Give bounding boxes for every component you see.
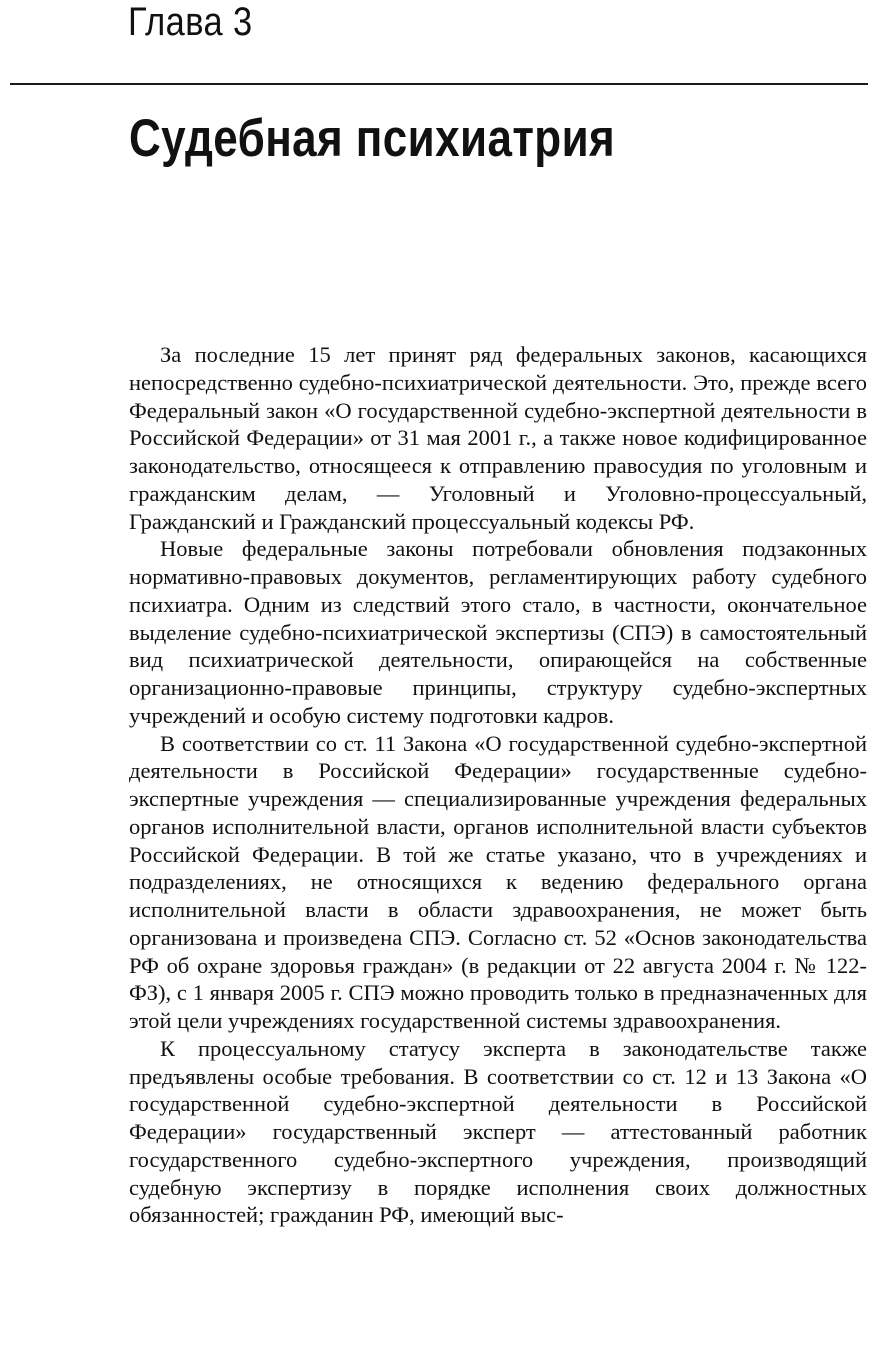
body-text — [129, 341, 867, 1229]
paragraph: К процессуальному статусу эксперта в законодательстве также предъявлены особые требования. В соответствии со ст. 12 и 13 Закона «О государственной судебно-экспертной деятельности в Российской Федерации» государственный эксперт — аттестованный работник государственного судебно-экспертного учреждения, производящий судебную экспертизу в порядке исполнения своих должностных обязанностей; гражданин РФ, имеющий выс- — [129, 1035, 867, 1228]
paragraph: В соответствии со ст. 11 Закона «О государственной судебно-экспертной деятельности в Российской Федерации» государственные судебно-экспертные учреждения — специализированные учреждения федеральных органов исполнительной власти, органов исполнительной власти субъектов Российской Федерации. В той же статье указано, что в учреждениях и подразделениях, не относящихся к ведению федерального органа исполнительной власти в области здравоохранения, не может быть организована и произведена СПЭ. Согласно ст. 52 «Основ законодательства РФ об охране здоровья граждан» (в редакции от 22 августа 2004 г. № 122-ФЗ), с 1 января 2005 г. СПЭ можно проводить только в предназначенных для этой цели учреждениях государственной системы здравоохранения. — [129, 730, 867, 1033]
chapter-title: Судебная психиатрия — [129, 109, 616, 168]
paragraph: За последние 15 лет принят ряд федеральных законов, касающихся непосредственно судебно-психиатрической деятельности. Это, прежде всего Федеральный закон «О государственной судебно-экспертной деятельности в Российской Федерации» от 31 мая 2001 г., а также новое кодифицированное законодательство, относящееся к отправлению правосудия по уголовным и гражданским делам, — Уголовный и Уголовно-процессуальный, Гражданский и Гражданский процессуальный кодексы РФ. — [129, 342, 867, 534]
chapter-label: Глава 3 — [128, 0, 253, 44]
paragraph: Новые федеральные законы потребовали обновления подзаконных нормативно-правовых документов, регламентирующих работу судебного психиатра. Одним из следствий этого стало, в частности, окончательное выделение судебно-психиатрической экспертизы (СПЭ) в самостоятельный вид психиатрической деятельности, опирающейся на собственные организационно-правовые принципы, структуру судебно-экспертных учреждений и особую систему подготовки кадров. — [129, 536, 867, 728]
header-rule — [10, 83, 868, 85]
